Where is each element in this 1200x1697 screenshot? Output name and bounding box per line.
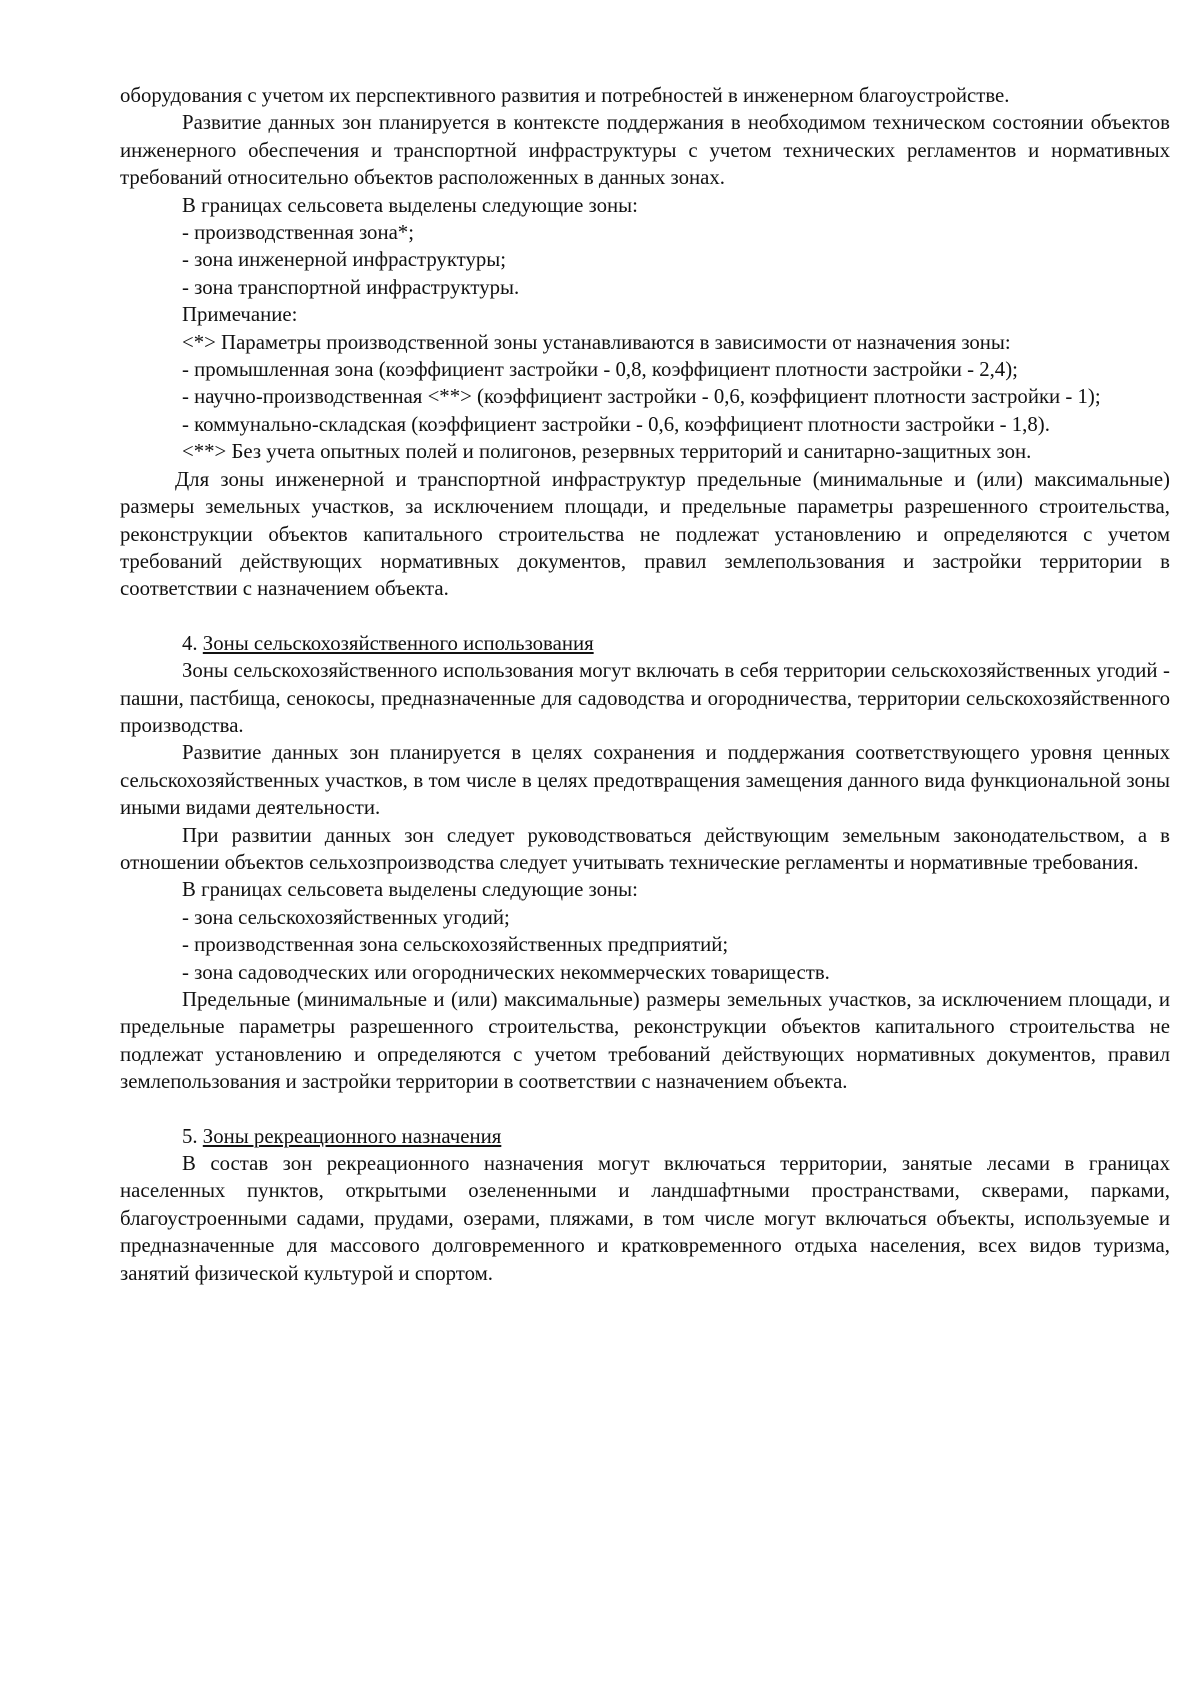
list-item: - промышленная зона (коэффициент застройки - 0,8, коэффициент плотности застройки - 2,4); <box>182 358 1018 382</box>
list-item: - зона садоводческих или огороднических некоммерческих товариществ. <box>182 960 830 984</box>
list-item: - коммунально-складская (коэффициент застройки - 0,6, коэффициент плотности застройки - 1,8). <box>182 412 1050 436</box>
section-title: Зоны сельскохозяйственного использования <box>202 631 594 655</box>
paragraph-development: Развитие данных зон планируется в контексте поддержания в необходимом техническом состоянии объектов инженерного обеспечения и транспортной инфраструктуры с учетом технических регламентов и нормативных требований относительно объектов расположенных в данных зонах. <box>120 111 1170 190</box>
paragraph-recreation: В состав зон рекреационного назначения могут включаться территории, занятые лесами в границах населенных пунктов, открытыми озелененными и ландшафтными пространствами, скверами, парками, благоустроенными садами, прудами, озерами, пляжами, в том числе могут включаться объекты, используемые и предназначенные для массового долговременного и кратковременного отдыха населения, всех видов туризма, занятий физической культурой и спортом. <box>120 1152 1170 1285</box>
note-paragraph: <*> Параметры производственной зоны устанавливаются в зависимости от назначения зоны: <box>182 330 1011 354</box>
section-number: 4. <box>182 631 203 655</box>
section-title: Зоны рекреационного назначения <box>202 1124 502 1148</box>
list-item: - научно-производственная <**> (коэффициент застройки - 0,6, коэффициент плотности застройки - 1); <box>182 385 1101 409</box>
zones-intro: В границах сельсовета выделены следующие зоны: <box>182 193 638 217</box>
list-item: - зона инженерной инфраструктуры; <box>182 248 507 272</box>
paragraph-agri: Зоны сельскохозяйственного использования могут включать в себя территории сельскохозяйственных угодий - пашни, пастбища, сенокосы, предназначенные для садоводства и огородничества, территории сельскохозяйственного производства. <box>120 659 1170 737</box>
paragraph-infrastructure: Для зоны инженерной и транспортной инфраструктур предельные (минимальные и (или) максимальные) размеры земельных участков, за исключением площади, и предельные параметры разрешенного строительства, реконструкции объектов капитального строительства не подлежат установлению и определяются с учетом требований действующих нормативных документов, правил землепользования и застройки территории в соответствии с назначением объекта. <box>120 467 1170 601</box>
document-page <box>120 82 1170 1287</box>
paragraph-agri-development: Развитие данных зон планируется в целях сохранения и поддержания соответствующего уровня ценных сельскохозяйственных участков, в том числе в целях предотвращения замещения данного вида функциональной зоны иными видами деятельности. <box>120 741 1170 820</box>
spacer <box>120 603 1170 630</box>
spacer <box>120 1096 1170 1123</box>
paragraph-continuation: оборудования с учетом их перспективного развития и потребностей в инженерном благоустройстве. <box>120 84 1010 107</box>
paragraph-agri-limits: Предельные (минимальные и (или) максимальные) размеры земельных участков, за исключением площади, и предельные параметры разрешенного строительства, реконструкции объектов капитального строительства не подлежат установлению и определяются с учетом требований действующих нормативных документов, правил землепользования и застройки территории в соответствии с назначением объекта. <box>120 988 1170 1094</box>
section-heading-4 <box>120 630 1170 657</box>
note-label: Примечание: <box>182 303 298 327</box>
list-item: - зона сельскохозяйственных угодий; <box>182 905 510 929</box>
list-item: - производственная зона*; <box>182 221 414 245</box>
zones-intro: В границах сельсовета выделены следующие зоны: <box>182 878 638 902</box>
list-item: - зона транспортной инфраструктуры. <box>182 275 520 299</box>
list-item: - производственная зона сельскохозяйственных предприятий; <box>182 933 729 957</box>
paragraph-agri-legislation: При развитии данных зон следует руководствоваться действующим земельным законодательством, а в отношении объектов сельхозпроизводства следует учитывать технические регламенты и нормативные требования. <box>120 823 1170 874</box>
section-heading-5 <box>120 1123 1170 1150</box>
section-number: 5. <box>182 1124 203 1148</box>
note-paragraph: <**> Без учета опытных полей и полигонов, резервных территорий и санитарно-защитных зон. <box>182 440 1032 464</box>
